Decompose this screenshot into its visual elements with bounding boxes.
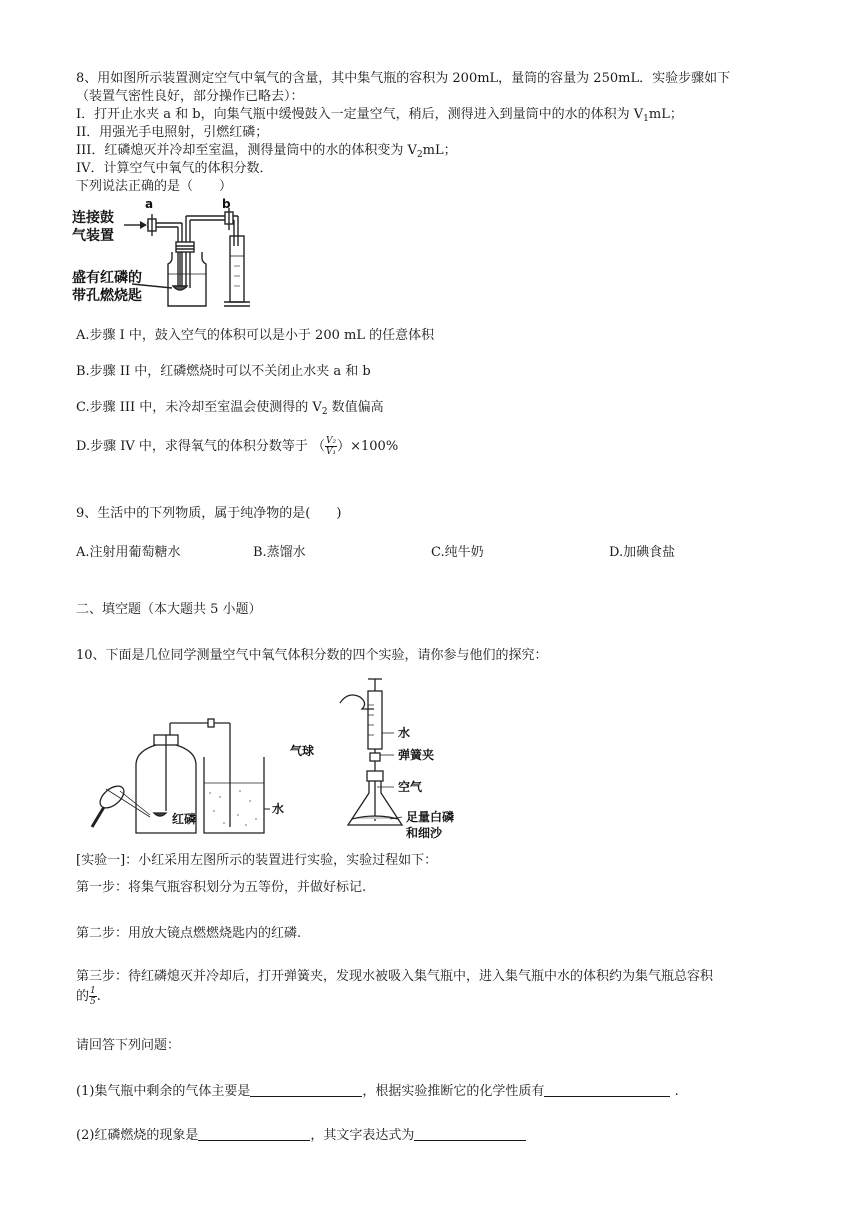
answer-blank-4[interactable] xyxy=(414,1127,526,1141)
q8-fig-label-air-line1: 连接鼓 xyxy=(72,210,114,226)
q10-sub-question-2: (2)红磷燃烧的现象是 ，其文字表达式为 xyxy=(76,1127,526,1145)
answer-blank-3[interactable] xyxy=(198,1127,310,1141)
q9-option-b: B.蒸馏水 xyxy=(253,545,306,560)
q8-option-d-fraction: $\frac{\text{V₂}}{\text{V₁}}$ xyxy=(326,436,337,457)
q10-sub-question-1: (1)集气瓶中剩余的气体主要是 ，根据实验推断它的化学性质有 . xyxy=(76,1084,679,1099)
q8-stem-line1: 8、用如图所示装置测定空气中氧气的含量，其中集气瓶的容积为 200mL，量筒的容量为 250mL．实验步骤如下 xyxy=(76,71,731,86)
q8-option-a: A.步骤 I 中，鼓入空气的体积可以是小于 200 mL 的任意体积 xyxy=(76,328,435,343)
q8-stem-line2: （装置气密性良好，部分操作已略去）： xyxy=(76,89,304,104)
q8-prompt: 下列说法正确的是（ ） xyxy=(76,179,233,194)
q10-right-label-clip: 弹簧夹 xyxy=(398,748,435,762)
q10-step-1: 第一步：将集气瓶容积划分为五等份，并做好标记. xyxy=(76,880,367,895)
q8-fig-label-air-line2: 气装置 xyxy=(72,228,114,244)
q9-stem: 9、生活中的下列物质，属于纯净物的是( ) xyxy=(76,506,342,521)
answer-blank-1[interactable] xyxy=(250,1083,362,1097)
q8-apparatus-figure xyxy=(72,196,272,311)
q8-step4: IV．计算空气中氧气的体积分数． xyxy=(76,161,273,176)
q10-right-label-water: 水 xyxy=(398,726,411,740)
q10-right-figure xyxy=(290,675,470,845)
q10-right-label-air: 空气 xyxy=(398,780,423,794)
q10-step-3-line1: 第三步：待红磷熄灭并冷却后，打开弹簧夹，发现水被吸入集气瓶中，进入集气瓶中水的体积约为集气瓶总容积 xyxy=(76,969,714,984)
q8-step1: I．打开止水夹 a 和 b，向集气瓶中缓慢鼓入一定量空气，稍后，测得进入到量筒中的水的体积为 $V_1mL$； xyxy=(76,107,683,124)
q8-fig-label-spoon-line2: 带孔燃烧匙 xyxy=(72,288,142,304)
q9-option-d: D.加碘食盐 xyxy=(609,545,676,560)
q10-left-label-phosphorus: 红磷 xyxy=(172,812,197,826)
q10-experiment-1-intro: [实验一]：小红采用左图所示的装置进行实验，实验过程如下： xyxy=(76,853,438,868)
q10-ask: 请回答下列问题： xyxy=(76,1038,181,1053)
q8-option-d: D.步骤 IV 中，求得氧气的体积分数等于 （ $\frac{\text{V₂}}{\text{V₁}}$ ）×100% xyxy=(76,436,399,457)
q8-option-c: C.步骤 III 中，未冷却至室温会使测得的 $V_2$ 数值偏高 xyxy=(76,400,384,417)
q10-step-3-line2: 的 $\frac{1}{5}$ . xyxy=(76,986,101,1007)
q8-fig-label-a: a xyxy=(145,197,154,211)
q8-fig-label-spoon-line1: 盛有红磷的 xyxy=(72,270,142,286)
q10-right-label-white-phosphorus-line1: 足量白磷 xyxy=(406,810,455,824)
q8-step3: III．红磷熄灭并冷却至室温，测得量筒中的水的体积变为 $V_2mL$； xyxy=(76,143,457,160)
q10-step-2: 第二步：用放大镜点燃燃烧匙内的红磷. xyxy=(76,926,302,941)
q10-right-label-white-phosphorus-line2: 和细沙 xyxy=(406,826,443,840)
q10-right-label-balloon: 气球 xyxy=(290,744,315,758)
q9-option-c: C.纯牛奶 xyxy=(431,545,484,560)
section-2-heading: 二、填空题（本大题共 5 小题） xyxy=(76,602,262,617)
q10-stem: 10、下面是几位同学测量空气中氧气体积分数的四个实验，请你参与他们的探究： xyxy=(76,648,548,663)
answer-blank-2[interactable] xyxy=(544,1083,670,1097)
q8-fig-label-b: b xyxy=(222,197,231,211)
q10-left-figure xyxy=(80,715,285,840)
q10-left-label-water: 水 xyxy=(272,802,285,816)
q8-option-b: B.步骤 II 中，红磷燃烧时可以不关闭止水夹 a 和 b xyxy=(76,364,371,379)
q9-option-a: A.注射用葡萄糖水 xyxy=(76,545,181,560)
q10-step-3-fraction: $\frac{1}{5}$ xyxy=(90,986,96,1007)
q8-step2: II．用强光手电照射，引燃红磷； xyxy=(76,125,269,140)
